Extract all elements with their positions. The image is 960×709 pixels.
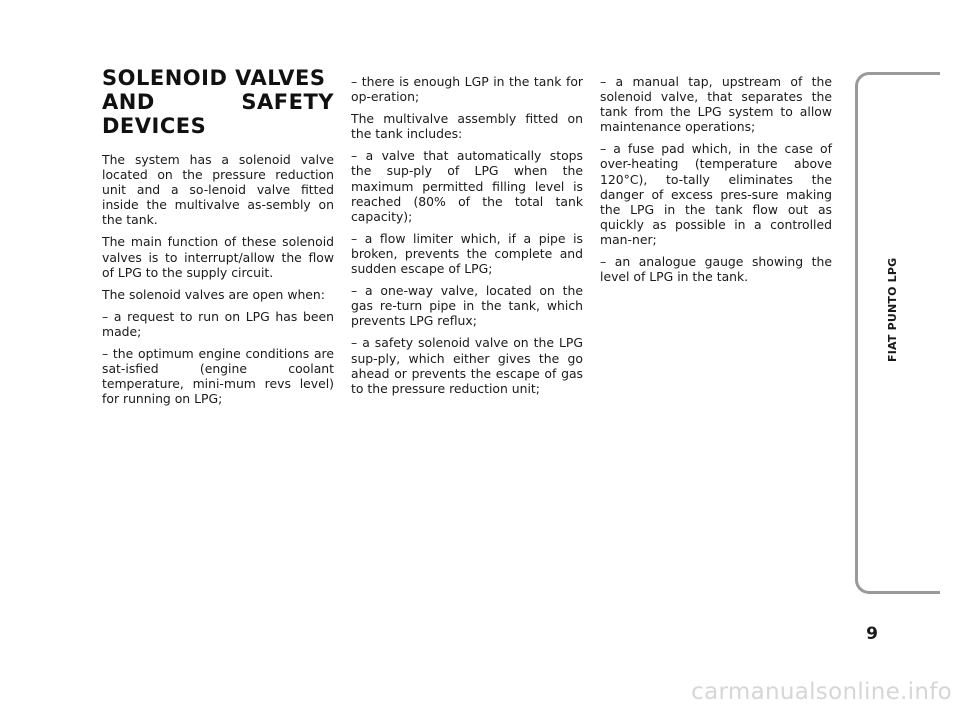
title-line-1: SOLENOID VALVES [102,66,326,90]
list-item: – a safety solenoid valve on the LPG sup-ply, which either gives the go ahead or prevents the escape of gas to the pressure reduction unit; [351,335,583,396]
column-2 [351,74,583,403]
watermark: carmanualsonline.info [691,679,952,705]
page-number: 9 [866,624,878,644]
page-title [102,66,334,138]
list-item: – an analogue gauge showing the level of LPG in the tank. [600,254,832,285]
paragraph: The system has a solenoid valve located on the pressure reduction unit and a so-lenoid valve fitted inside the multivalve as-sembly on the tank. [102,152,334,228]
paragraph: The solenoid valves are open when: [102,286,325,302]
list-item: – a flow limiter which, if a pipe is broken, prevents the complete and sudden escape of LPG; [351,230,583,277]
list-item: – the optimum engine conditions are sat-isfied (engine coolant temperature, mini-mum revs level) for running on LPG; [102,346,334,407]
list-item: – a request to run on LPG has been made; [102,308,334,339]
column-3 [600,74,832,291]
paragraph: The main function of these solenoid valves is to interrupt/allow the flow of LPG to the supply circuit. [102,234,334,280]
list-item: – a manual tap, upstream of the solenoid valve, that separates the tank from the LPG system to allow maintenance operations; [600,74,832,135]
list-item: – a valve that automatically stops the sup-ply of LPG when the maximum permitted filling level is reached (80% of the total tank capacity); [351,148,583,224]
title-line-2: AND SAFETY DEVICES [102,90,334,138]
sidebar-section-label: FIAT PUNTO LPG [886,257,899,362]
paragraph: The multivalve assembly fitted on the tank includes: [351,111,583,142]
list-item: – there is enough LGP in the tank for op-eration; [351,74,583,105]
list-item: – a fuse pad which, in the case of over-heating (temperature above 120°C), to-tally eliminates the danger of excess pres-sure making the LPG in the tank flow out as quickly as possible in a controlled man-ner; [600,141,832,247]
column-1 [102,66,334,413]
list-item: – a one-way valve, located on the gas re-turn pipe in the tank, which prevents LPG reflux; [351,283,583,329]
